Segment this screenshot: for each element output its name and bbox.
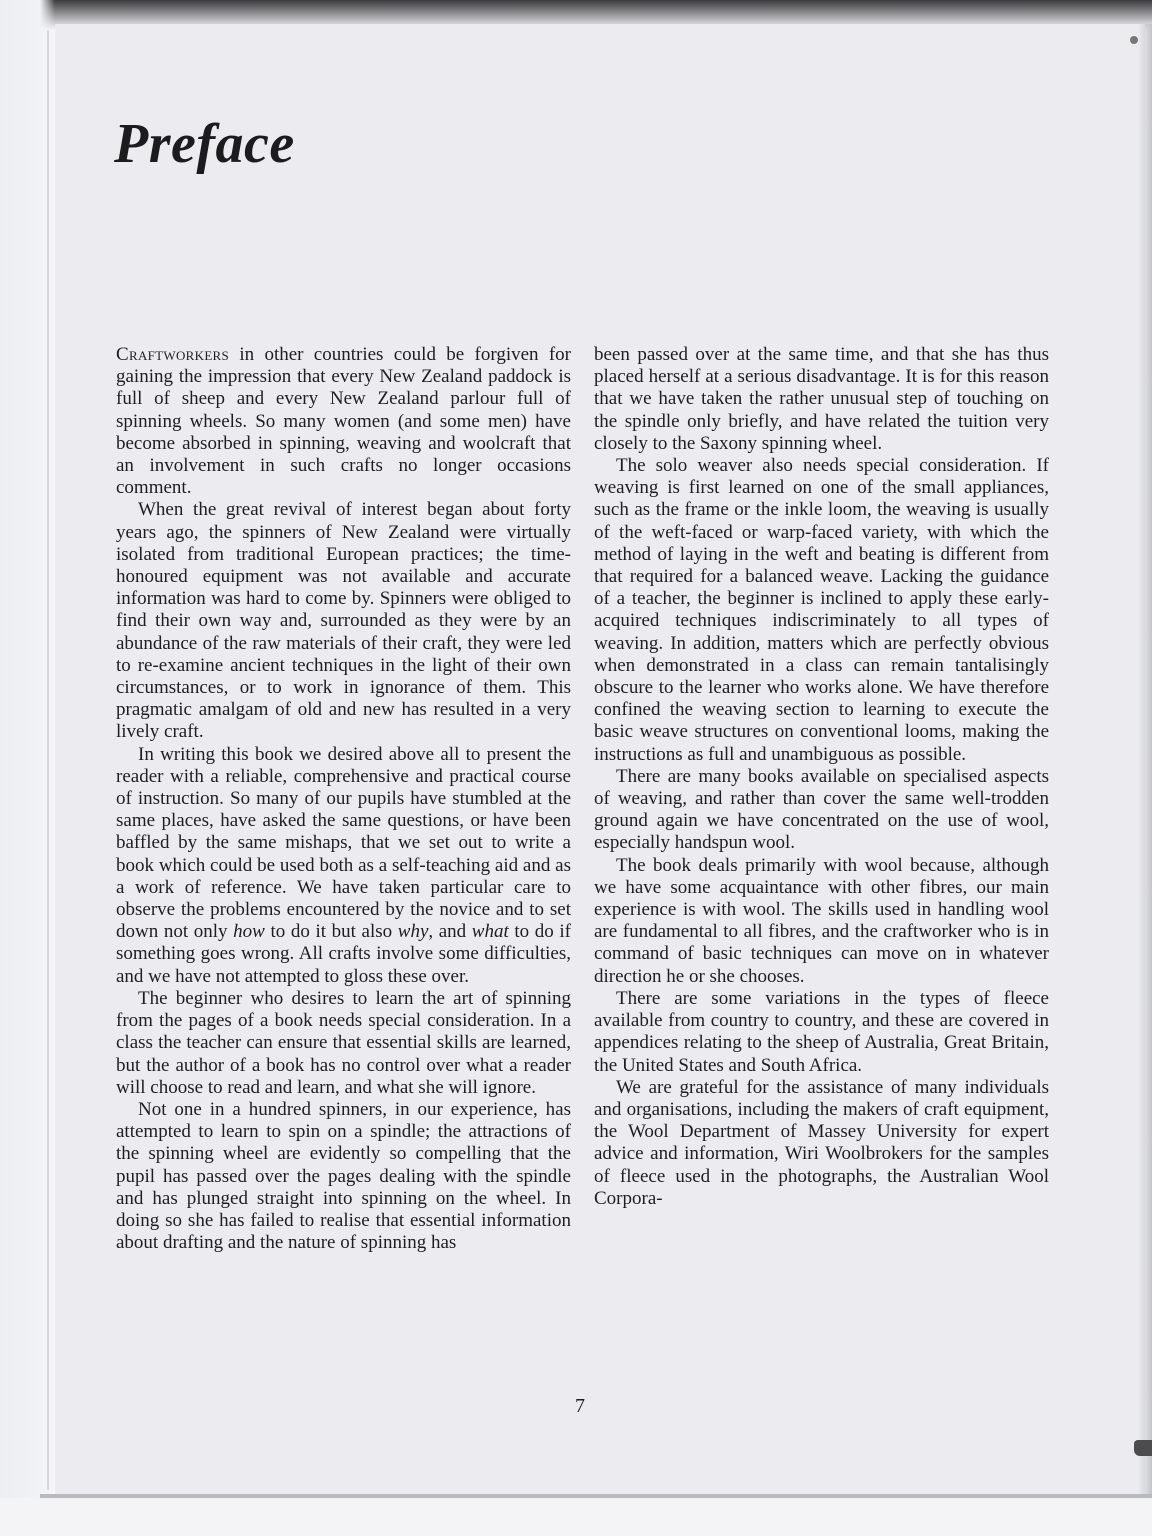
paragraph-8: The book deals primarily with wool because, although we have some acquaintance with other fibres, our main experience is with wool. The skills used in handling wool are fundamental to all fibres, and the craftworker who is in command of basic techniques can move on in whatever direction he or she chooses.	[594, 854, 1049, 987]
paragraph-5-continued: been passed over at the same time, and that she has thus placed herself at a serious disadvantage. It is for this reason that we have taken the rather unusual step of touching on the spindle only briefly, and have related the tuition very closely to the Saxony spinning wheel.	[594, 344, 1049, 454]
opening-word: Craftworkers	[116, 344, 230, 365]
page-title: Preface	[114, 113, 295, 175]
corner-mark	[1130, 36, 1138, 44]
paragraph-10: We are grateful for the assistance of many individuals and organisations, including the makers of craft equipment, the Wool Department of Massey University for expert advice and information, Wiri Woolbrokers for the samples of fleece used in the photographs, the Australian Wool Corpora-	[594, 1076, 1049, 1209]
page-right-edge	[1138, 24, 1152, 1494]
emphasis-why: why	[397, 921, 429, 943]
paragraph-1: Craftworkers in other countries could be forgiven for gaining the impression that every New Zealand paddock is full of sheep and every New Zealand parlour full of spinning wheels. So many women (and some men) have become absorbed in spinning, weaving and woolcraft that an involvement in such crafts no longer occasions comment.	[116, 344, 571, 499]
paragraph-2: When the great revival of interest began about forty years ago, the spinners of New Zealand were virtually isolated from traditional European practices; the time-honoured equipment was not available and accurate information was hard to come by. Spinners were obliged to find their own way and, surrounded as they were by an abundance of the raw materials of their craft, they were led to re-examine ancient techniques in the light of their own circumstances, or to work in ignorance of them. This pragmatic amalgam of old and new has resulted in a very lively craft.	[116, 499, 571, 743]
page-edge-smudge	[1134, 1440, 1152, 1456]
paragraph-6: The solo weaver also needs special consideration. If weaving is first learned on one of the small appliances, such as the frame or the inkle loom, the weaving is usually of the weft-faced or warp-faced variety, with which the method of laying in the weft and beating is different from that required for a balanced weave. Lacking the guidance of a teacher, the beginner is inclined to apply these early-acquired techniques indiscriminately to all types of weaving. In addition, matters which are perfectly obvious when demonstrated in a class can remain tantalisingly obscure to the learner who works alone. We have therefore confined the weaving section to learning to execute the basic weave structures on conventional looms, making the instructions as full and unambiguous as possible.	[594, 455, 1049, 765]
right-column	[594, 344, 1049, 1210]
emphasis-how: how	[233, 921, 265, 943]
paragraph-5: Not one in a hundred spinners, in our experience, has attempted to learn to spin on a spindle; the attractions of the spinning wheel are evidently so compelling that the pupil has passed over the pages dealing with the spindle and has plunged straight into spinning on the wheel. In doing so she has failed to realise that essential information about drafting and the nature of spinning has	[116, 1098, 571, 1254]
page-number: 7	[575, 1395, 585, 1417]
paragraph-9: There are some variations in the types of fleece available from country to country, and these are covered in appendices relating to the sheep of Australia, Great Britain, the United States and South Africa.	[594, 987, 1049, 1076]
paragraph-4: The beginner who desires to learn the art of spinning from the pages of a book needs special consideration. In a class the teacher can ensure that essential skills are learned, but the author of a book has no control over what a reader will choose to read and learn, and what she will ignore.	[116, 987, 571, 1098]
left-column	[116, 344, 571, 1254]
paragraph-7: There are many books available on specialised aspects of weaving, and rather than cover the same well-trodden ground again we have concentrated on the use of wool, especially handspun wool.	[594, 765, 1049, 854]
scan-bottom-margin	[0, 1498, 1152, 1536]
emphasis-what: what	[471, 921, 509, 943]
page-binding-edge	[47, 30, 49, 1490]
paragraph-3: In writing this book we desired above all to present the reader with a reliable, comprehensive and practical course of instruction. So many of our pupils have stumbled at the same places, have asked the same questions, or have been baffled by the same mishaps, that we set out to write a book which could be used both as a self-teaching aid and as a work of reference. We have taken particular care to observe the problems encountered by the novice and to set down not only how to do it but also why, and what to do if something goes wrong. All crafts involve some difficulties, and we have not attempted to gloss these over.	[116, 743, 571, 987]
